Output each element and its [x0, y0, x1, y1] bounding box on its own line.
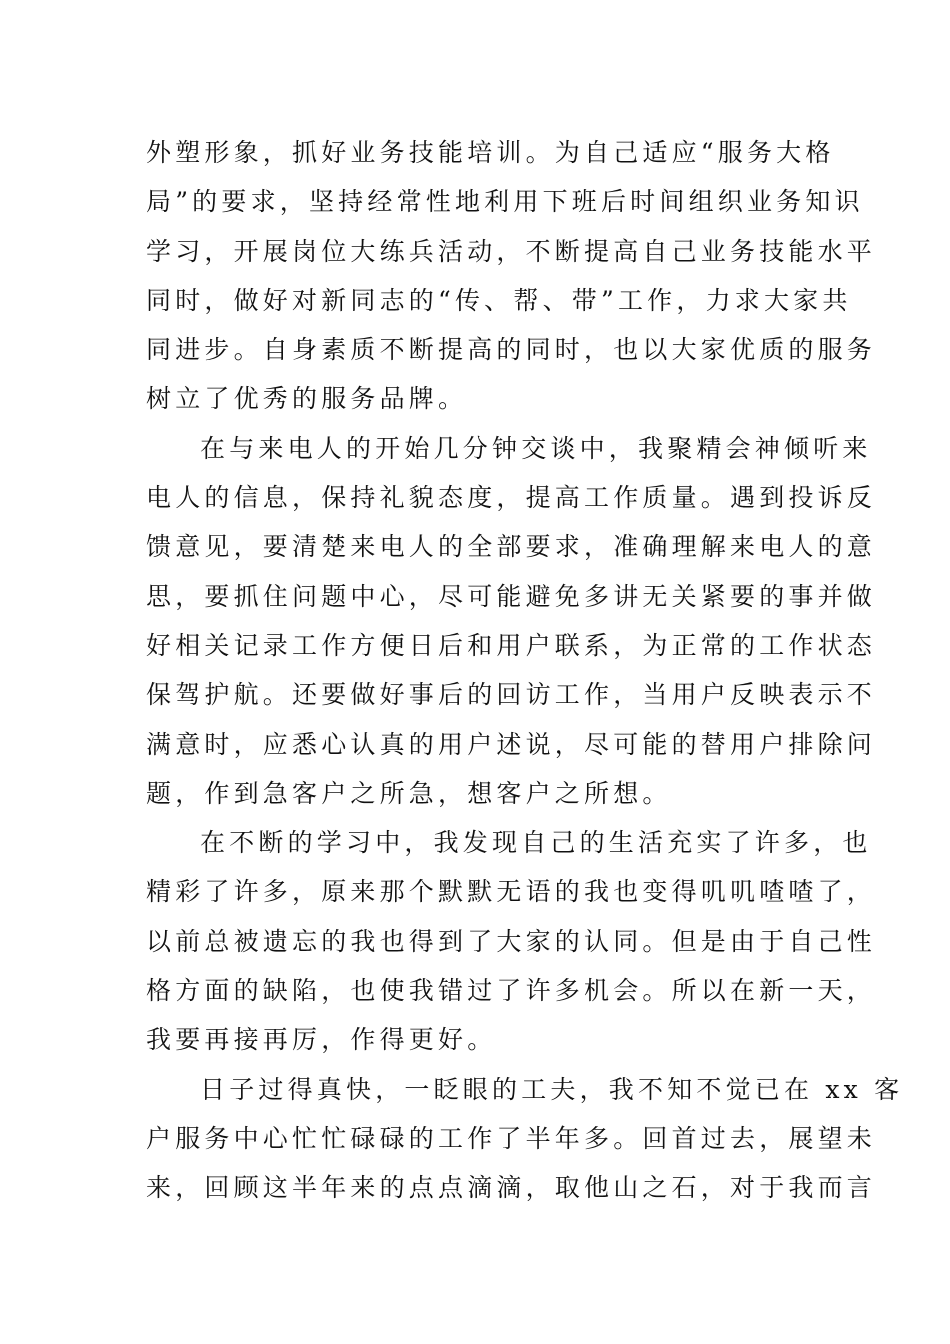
- text-line: 以前总被遗忘的我也得到了大家的认同。但是由于自己性: [146, 926, 877, 956]
- text-line: 精彩了许多，原来那个默默无语的我也变得叽叽喳喳了，: [146, 877, 877, 907]
- text-line: 满意时，应悉心认真的用户述说，尽可能的替用户排除问: [146, 729, 877, 759]
- paragraph-4: [146, 1065, 904, 1213]
- text-line: 日子过得真快，一眨眼的工夫，我不知不觉已在 xx 客: [200, 1074, 904, 1104]
- text-line: 同进步。自身素质不断提高的同时，也以大家优质的服务: [146, 335, 877, 365]
- text-line: 局”的要求，坚持经常性地利用下班后时间组织业务知识: [146, 187, 864, 217]
- text-line: 馈意见，要清楚来电人的全部要求，准确理解来电人的意: [146, 532, 877, 562]
- text-line: 同时，做好对新同志的“传、帮、带”工作，力求大家共: [146, 285, 852, 315]
- text-line: 我要再接再厉，作得更好。: [146, 1025, 497, 1055]
- text-line: 外塑形象，抓好业务技能培训。为自己适应“服务大格: [146, 138, 835, 167]
- text-line: 题，作到急客户之所急，想客户之所想。: [146, 778, 672, 808]
- text-line: 保驾护航。还要做好事后的回访工作，当用户反映表示不: [146, 680, 877, 710]
- text-line: 学习，开展岗位大练兵活动，不断提高自己业务技能水平: [146, 236, 877, 266]
- text-line: 好相关记录工作方便日后和用户联系，为正常的工作状态: [146, 630, 877, 660]
- paragraph-3: [146, 818, 877, 1064]
- text-line: 户服务中心忙忙碌碌的工作了半年多。回首过去，展望未: [146, 1123, 877, 1153]
- paragraph-2: [146, 424, 877, 818]
- paragraph-1: [146, 128, 877, 424]
- text-line: 树立了优秀的服务品牌。: [146, 384, 468, 414]
- text-line: 来，回顾这半年来的点点滴滴，取他山之石，对于我而言: [146, 1173, 877, 1203]
- text-line: 电人的信息，保持礼貌态度，提高工作质量。遇到投诉反: [146, 483, 877, 513]
- text-line: 在不断的学习中，我发现自己的生活充实了许多，也: [200, 828, 872, 858]
- document-body: [146, 128, 904, 1213]
- text-line: 格方面的缺陷，也使我错过了许多机会。所以在新一天，: [146, 976, 877, 1006]
- text-line: 在与来电人的开始几分钟交谈中，我聚精会神倾听来: [200, 433, 872, 463]
- text-line: 思，要抓住问题中心，尽可能避免多讲无关紧要的事并做: [146, 581, 877, 611]
